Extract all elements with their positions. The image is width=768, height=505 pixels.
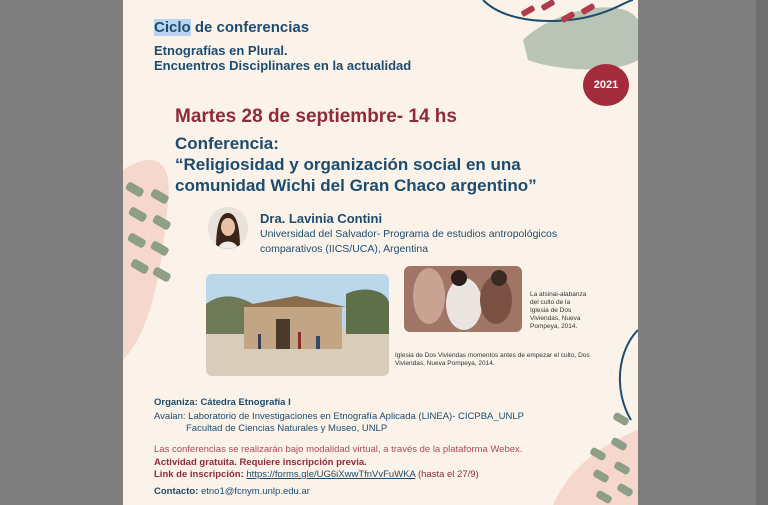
bottom-right-blue-outline xyxy=(620,330,638,420)
speaker-avatar xyxy=(208,207,248,249)
year-badge: 2021 xyxy=(583,64,629,106)
endorsers-line-1: Avalan: Laboratorio de Investigaciones en Etnografía Aplicada (LINEA)- CICPBA_UNLP xyxy=(154,411,525,422)
free-activity-notice: Actividad gratuita. Requiere inscripción previa. xyxy=(154,457,367,468)
series-title-highlight: Ciclo xyxy=(154,19,191,36)
church-exterior-photo xyxy=(206,274,389,376)
subtitle-line-1: Etnografías en Plural. xyxy=(154,43,288,58)
event-date: Martes 28 de septiembre- 14 hs xyxy=(175,106,457,127)
speaker-affiliation: Universidad del Salvador- Programa de estudios antropológicos comparativos (IICS/UCA), Argentina xyxy=(260,228,558,255)
registration-label: Link de inscripción: xyxy=(154,469,244,480)
series-subtitle xyxy=(154,43,411,73)
organizer: Organiza: Cátedra Etnografía I xyxy=(154,397,291,408)
speaker-name: Dra. Lavinia Contini xyxy=(260,211,383,226)
photo-caption-bottom: Iglesia de Dos Viviendas momentos antes de empezar el culto, Dos Viviendas, Nueva Pompeya, 2014. xyxy=(395,352,590,367)
top-right-green-blob xyxy=(523,7,638,69)
subtitle-line-2: Encuentros Disciplinares en la actualidad xyxy=(154,58,412,73)
worship-photo xyxy=(404,266,522,332)
series-title-rest: de conferencias xyxy=(190,19,310,36)
window-scrollbar[interactable] xyxy=(756,0,768,505)
registration-line xyxy=(154,469,479,480)
endorsers-line-2: Facultad de Ciencias Naturales y Museo, UNLP xyxy=(186,423,388,434)
photo-caption-right: La atsinai-alabanza del culto de la Iglesia de Dos Viviendas, Nueva Pompeya, 2014. xyxy=(530,291,587,330)
virtual-notice: Las conferencias se realizarán bajo modalidad virtual, a través de la plataforma Webex. xyxy=(154,444,523,455)
conference-title-line-2: comunidad Wichi del Gran Chaco argentino” xyxy=(175,176,537,195)
conference-label: Conferencia: xyxy=(175,134,279,153)
registration-link[interactable]: https://forms.gle/UG6iXwwTfnVvFuWKA xyxy=(246,469,416,480)
registration-deadline: (hasta el 27/9) xyxy=(415,469,479,480)
conference-title xyxy=(175,133,537,196)
conference-title-line-1: “Religiosidad y organización social en una xyxy=(175,155,521,174)
poster xyxy=(123,0,638,505)
series-title xyxy=(154,19,309,36)
contact-email[interactable]: etno1@fcnym.unlp.edu.ar xyxy=(198,486,310,497)
contact-label: Contacto: xyxy=(154,486,199,497)
contact-line xyxy=(154,486,310,497)
